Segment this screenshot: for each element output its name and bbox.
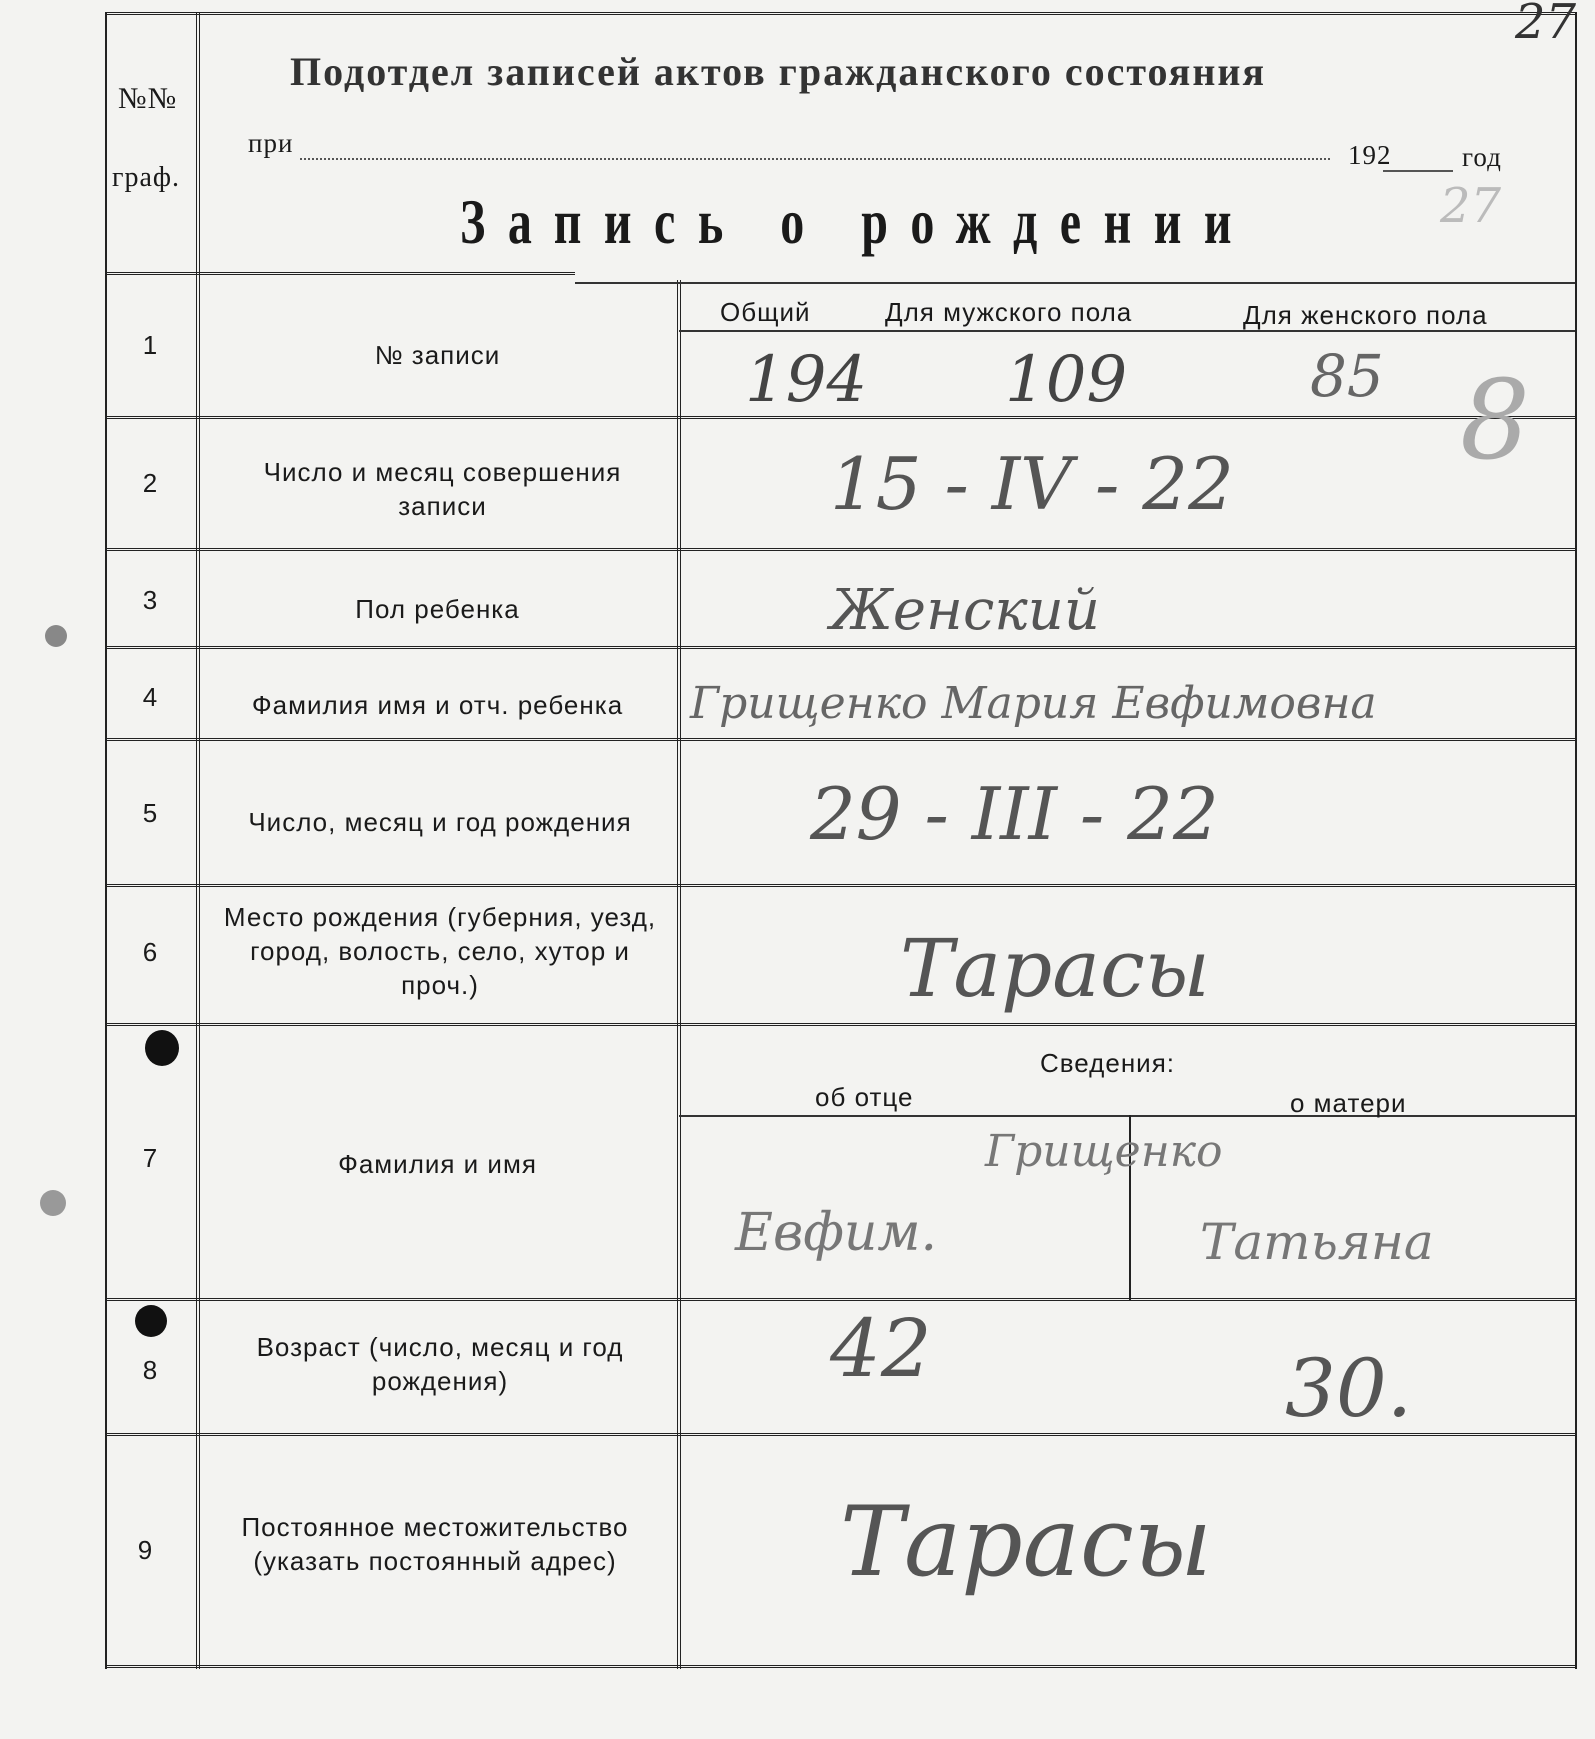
- row-number: 7: [142, 1143, 158, 1173]
- info-label: Сведения:: [1040, 1048, 1176, 1078]
- number-column-divider: [196, 12, 200, 1669]
- row-label: Место рождения (губерния, уезд, город, волость, село, хутор и проч.): [223, 902, 657, 1000]
- row-label: Постоянное местожительство (указать постоянный адрес): [241, 1512, 629, 1576]
- record-general: 194: [745, 343, 868, 417]
- pri-dotted-line: [300, 158, 1330, 160]
- row-label: Число, месяц и год рождения: [248, 807, 632, 837]
- year-label: год: [1462, 142, 1502, 172]
- subheader-female: Для женского пола: [1243, 300, 1488, 330]
- value-column-divider: [677, 280, 681, 1669]
- binder-hole: [45, 625, 67, 647]
- row-value: Женский: [830, 578, 1100, 643]
- row-label: Число и месяц совершения записи: [263, 457, 622, 521]
- row-line: [105, 548, 1575, 554]
- father-name: Евфим.: [735, 1203, 938, 1263]
- page-mark: 27: [1515, 0, 1577, 50]
- row-line: [105, 1023, 1575, 1029]
- pri-label: при: [248, 128, 294, 158]
- father-label: об отце: [815, 1082, 914, 1112]
- binder-hole: [40, 1190, 66, 1216]
- year-line: [1383, 170, 1453, 172]
- record-male: 109: [1005, 343, 1128, 417]
- row-label: Пол ребенка: [355, 594, 520, 624]
- mother-label: о матери: [1290, 1088, 1407, 1118]
- frame-right: [1575, 12, 1577, 1669]
- subheader-general: Общий: [720, 297, 811, 327]
- row-line: [105, 884, 1575, 890]
- nn-label: №№: [118, 82, 178, 115]
- row-value: 29 - III - 22: [810, 772, 1219, 856]
- row-number: 1: [142, 330, 158, 360]
- row-value: Грищенко Мария Евфимовна: [690, 678, 1377, 729]
- father-age: 42: [830, 1302, 932, 1395]
- row-number: 9: [137, 1535, 153, 1565]
- header-divider-right: [575, 282, 1575, 284]
- row-number: 6: [142, 937, 158, 967]
- margin-mark: 8: [1460, 356, 1530, 484]
- surname-value: Грищенко: [985, 1126, 1223, 1177]
- graf-label: граф.: [112, 162, 181, 193]
- binder-hole: [145, 1030, 179, 1066]
- parents-subheader-line: [679, 1115, 1575, 1117]
- row-label: Фамилия имя и отч. ребенка: [251, 690, 624, 720]
- row-label: № записи: [374, 340, 501, 370]
- frame-left: [105, 12, 107, 1669]
- header-title: Подотдел записей актов гражданского состояния: [290, 49, 1267, 94]
- row-number: 5: [142, 798, 158, 828]
- mother-age: 30.: [1285, 1342, 1413, 1435]
- row-value: 15 - IV - 22: [830, 442, 1234, 526]
- mother-name: Татьяна: [1200, 1213, 1434, 1271]
- row-value: Тарасы: [900, 922, 1210, 1015]
- frame-bottom: [105, 1665, 1575, 1671]
- form-title: Запись о рождении: [460, 186, 1255, 257]
- row-number: 3: [142, 585, 158, 615]
- row-line: [105, 646, 1575, 652]
- row-label: Возраст (число, месяц и год рождения): [256, 1332, 624, 1396]
- row-number: 2: [142, 468, 158, 498]
- header-divider: [105, 272, 575, 278]
- year-handwritten: 27: [1440, 178, 1502, 234]
- row-number: 4: [142, 682, 158, 712]
- binder-hole: [135, 1305, 167, 1337]
- year-prefix: 192: [1348, 140, 1392, 170]
- row-line: [105, 738, 1575, 744]
- row-number: 8: [142, 1355, 158, 1385]
- row-label: Фамилия и имя: [338, 1149, 537, 1179]
- subheader-male: Для мужского пола: [885, 297, 1133, 327]
- record-female: 85: [1310, 342, 1384, 410]
- frame-top: [105, 12, 1575, 18]
- row-value: Тарасы: [840, 1486, 1212, 1598]
